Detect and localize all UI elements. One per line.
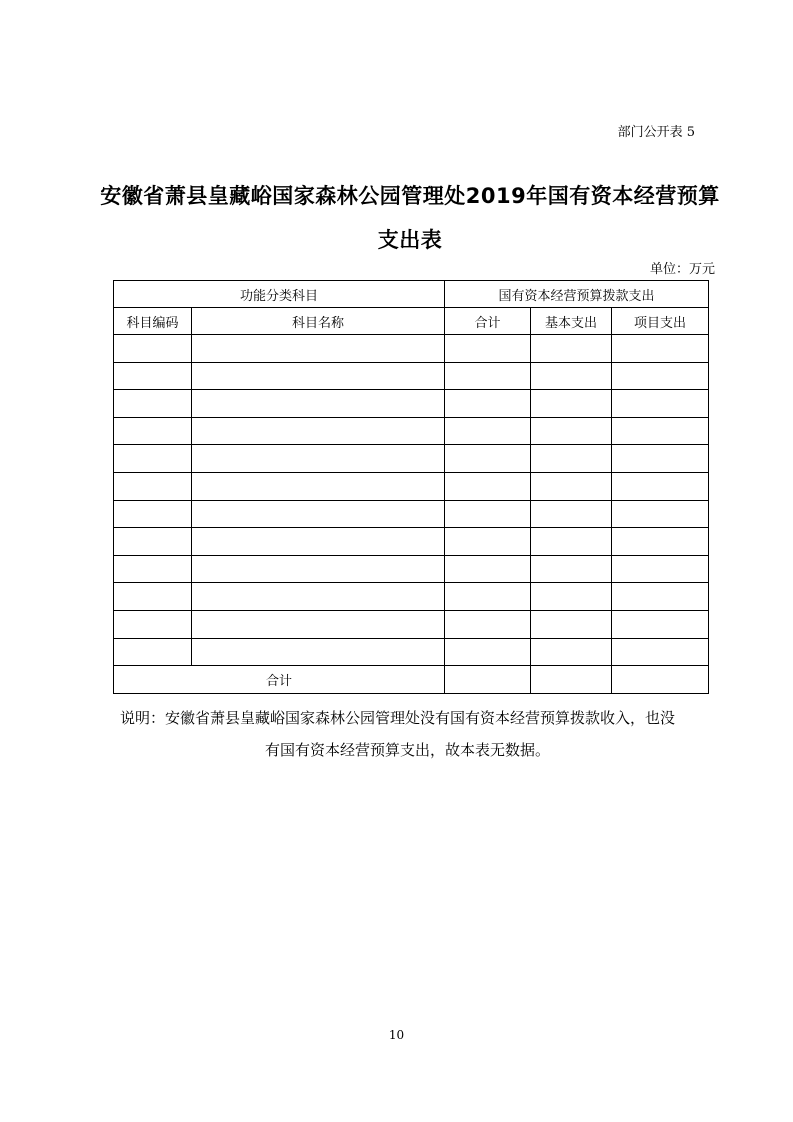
table-cell <box>612 472 709 500</box>
table-cell <box>192 445 445 473</box>
total-project-cell <box>612 666 709 694</box>
table-cell <box>531 528 612 556</box>
total-label: 合计 <box>114 666 445 694</box>
table-cell <box>192 417 445 445</box>
table-cell <box>445 417 531 445</box>
table-cell <box>192 472 445 500</box>
table-row <box>114 390 709 418</box>
table-row <box>114 583 709 611</box>
column-header-row <box>114 308 709 335</box>
table-cell <box>114 335 192 363</box>
table-cell <box>445 390 531 418</box>
table-cell <box>531 555 612 583</box>
table-cell <box>192 610 445 638</box>
unit-label: 单位：万元 <box>649 262 715 277</box>
table-cell <box>445 638 531 666</box>
table-row <box>114 417 709 445</box>
table-row <box>114 445 709 473</box>
table-cell <box>445 445 531 473</box>
table-cell <box>612 445 709 473</box>
table-cell <box>531 583 612 611</box>
table-cell <box>445 500 531 528</box>
total-basic-cell <box>531 666 612 694</box>
table-cell <box>445 472 531 500</box>
table-row <box>114 610 709 638</box>
column-header-project: 项目支出 <box>612 308 709 335</box>
table-cell <box>612 583 709 611</box>
table-row <box>114 500 709 528</box>
table-cell <box>192 362 445 390</box>
page-number: 10 <box>388 1028 405 1042</box>
table-cell <box>114 472 192 500</box>
table-cell <box>612 417 709 445</box>
group-header-budget-expenditure: 国有资本经营预算拨款支出 <box>445 281 709 308</box>
table-cell <box>531 390 612 418</box>
table-cell <box>114 417 192 445</box>
budget-table <box>113 280 709 694</box>
total-row <box>114 666 709 694</box>
table-cell <box>445 362 531 390</box>
table-cell <box>612 390 709 418</box>
table-cell <box>114 445 192 473</box>
table-cell <box>114 638 192 666</box>
table-cell <box>192 390 445 418</box>
table-cell <box>531 445 612 473</box>
table-cell <box>114 528 192 556</box>
table-cell <box>114 390 192 418</box>
explanation-line-2: 有国有资本经营预算支出，故本表无数据。 <box>265 741 551 759</box>
table-cell <box>531 500 612 528</box>
table-cell <box>612 335 709 363</box>
table-cell <box>114 610 192 638</box>
table-row <box>114 335 709 363</box>
table-cell <box>531 638 612 666</box>
explanation-note <box>120 702 720 766</box>
explanation-line-1: 说明：安徽省萧县皇藏峪国家森林公园管理处没有国有资本经营预算拨款收入，也没 <box>120 709 676 727</box>
table-cell <box>531 335 612 363</box>
total-amount-cell <box>445 666 531 694</box>
group-header-row <box>114 281 709 308</box>
table-cell <box>192 555 445 583</box>
table-cell <box>531 610 612 638</box>
table-cell <box>114 583 192 611</box>
table-cell <box>445 335 531 363</box>
document-title: 安徽省萧县皇藏峪国家森林公园管理处2019年国有资本经营预算支出表 <box>100 184 720 252</box>
column-header-code: 科目编码 <box>114 308 192 335</box>
column-header-name: 科目名称 <box>192 308 445 335</box>
table-cell <box>192 638 445 666</box>
table-cell <box>612 528 709 556</box>
table-cell <box>531 472 612 500</box>
table-row <box>114 528 709 556</box>
table-row <box>114 638 709 666</box>
table-cell <box>114 362 192 390</box>
group-header-function-category: 功能分类科目 <box>114 281 445 308</box>
table-cell <box>531 362 612 390</box>
table-cell <box>192 583 445 611</box>
table-cell <box>445 583 531 611</box>
table-cell <box>612 610 709 638</box>
table-cell <box>612 638 709 666</box>
table-cell <box>114 500 192 528</box>
table-row <box>114 362 709 390</box>
table-cell <box>114 555 192 583</box>
table-cell <box>445 610 531 638</box>
column-header-basic: 基本支出 <box>531 308 612 335</box>
table-cell <box>531 417 612 445</box>
table-cell <box>192 335 445 363</box>
column-header-total: 合计 <box>445 308 531 335</box>
table-cell <box>192 500 445 528</box>
table-row <box>114 472 709 500</box>
table-cell <box>612 555 709 583</box>
table-cell <box>612 500 709 528</box>
form-number: 部门公开表 5 <box>617 125 695 140</box>
table-row <box>114 555 709 583</box>
table-cell <box>445 555 531 583</box>
table-cell <box>445 528 531 556</box>
table-cell <box>612 362 709 390</box>
table-cell <box>192 528 445 556</box>
